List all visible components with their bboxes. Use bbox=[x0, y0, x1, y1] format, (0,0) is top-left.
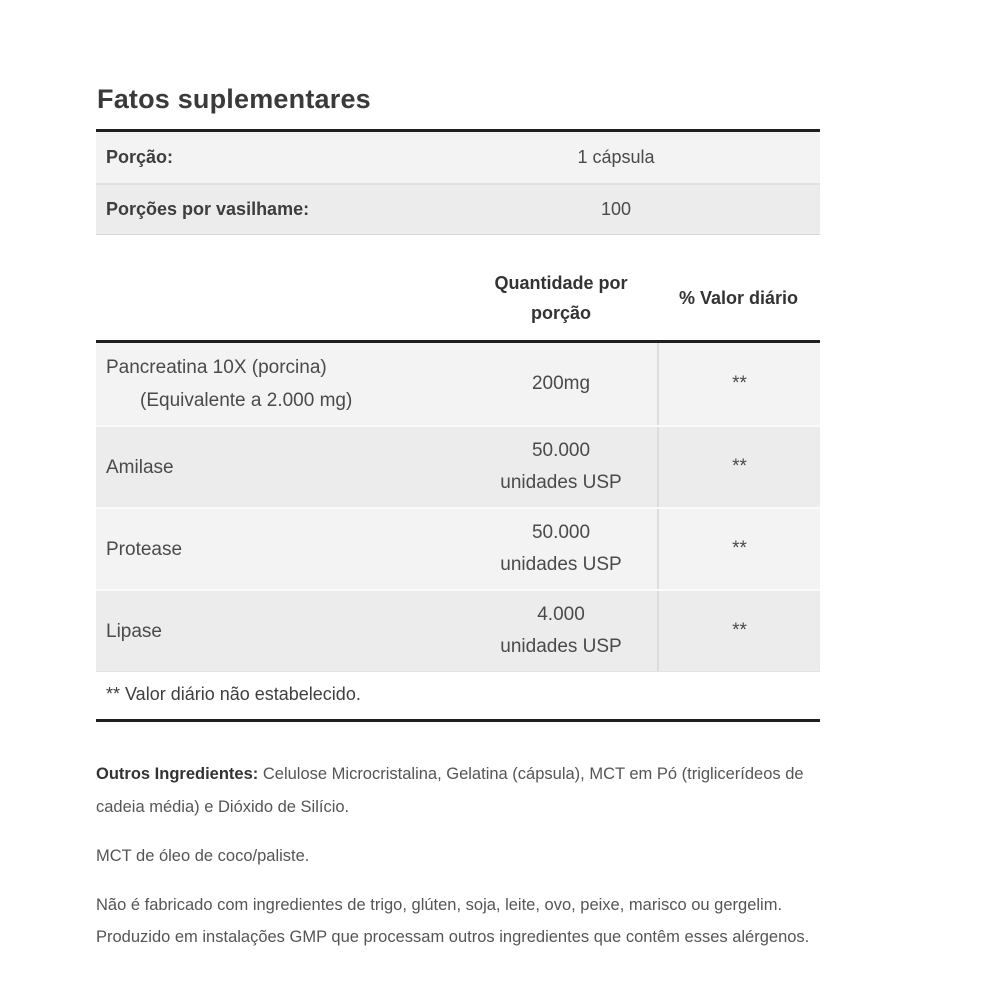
amount-value: 200mg bbox=[531, 373, 591, 395]
amount-unit: unidades USP bbox=[500, 636, 622, 658]
ingredient-amount bbox=[465, 343, 657, 425]
ingredient-name bbox=[96, 591, 465, 671]
table-row-pancreatina bbox=[96, 343, 820, 425]
other-ingredients-label: Outros Ingredientes: bbox=[96, 765, 259, 784]
ingredient-name bbox=[96, 509, 465, 589]
table-row-protease bbox=[96, 507, 820, 589]
table-row-serving-size bbox=[96, 132, 820, 183]
servings-per-container-value: 100 bbox=[600, 199, 632, 219]
amount-value: 50.000 bbox=[531, 440, 591, 462]
allergen-note-paragraph: Não é fabricado com ingredientes de trigo, glúten, soja, leite, ovo, peixe, marisco ou gergelim. Produzido em instalações GMP que processam outros ingredientes que contêm esses alérgenos. bbox=[96, 895, 810, 947]
daily-value: ** bbox=[657, 591, 820, 671]
page-title: Fatos suplementares bbox=[97, 84, 371, 114]
ingredient-name-main: Amilase bbox=[106, 456, 174, 478]
column-header-amount: Quantidade por porção bbox=[494, 273, 628, 323]
amount-unit: unidades USP bbox=[500, 472, 622, 494]
serving-size-value: 1 cápsula bbox=[577, 147, 655, 167]
table-row-servings-per-container bbox=[96, 183, 820, 234]
ingredient-amount bbox=[465, 427, 657, 507]
ingredient-name bbox=[96, 343, 465, 425]
other-ingredients-paragraph bbox=[96, 758, 820, 822]
mct-note-paragraph: MCT de óleo de coco/paliste. bbox=[96, 846, 310, 865]
ingredient-name-main: Protease bbox=[106, 538, 183, 560]
daily-value-footnote: ** Valor diário não estabelecido. bbox=[96, 671, 820, 722]
amount-value: 4.000 bbox=[537, 604, 585, 626]
facts-table-header bbox=[96, 269, 820, 343]
table-row-amilase bbox=[96, 425, 820, 507]
column-header-daily-value: % Valor diário bbox=[678, 288, 799, 309]
daily-value: ** bbox=[657, 509, 820, 589]
ingredient-name-main: Pancreatina 10X (porcina) bbox=[106, 357, 327, 379]
ingredient-amount bbox=[465, 509, 657, 589]
ingredient-name bbox=[96, 427, 465, 507]
ingredient-name-main: Lipase bbox=[106, 620, 162, 642]
ingredient-name-sub: (Equivalente a 2.000 mg) bbox=[140, 390, 353, 412]
table-row-lipase bbox=[96, 589, 820, 671]
notes-section bbox=[96, 758, 820, 953]
ingredient-amount bbox=[465, 591, 657, 671]
amount-unit: unidades USP bbox=[500, 554, 622, 576]
serving-size-label: Porção: bbox=[106, 147, 174, 167]
amount-value: 50.000 bbox=[531, 522, 591, 544]
facts-table-body bbox=[96, 343, 820, 671]
servings-per-container-label: Porções por vasilhame: bbox=[106, 199, 310, 219]
daily-value: ** bbox=[657, 427, 820, 507]
serving-info-table bbox=[96, 129, 820, 235]
other-ingredients-text: Celulose Microcristalina, Gelatina (cápsula), MCT em Pó (triglicerídeos de cadeia média) e Dióxido de Silício. bbox=[96, 765, 804, 816]
daily-value: ** bbox=[657, 343, 820, 425]
